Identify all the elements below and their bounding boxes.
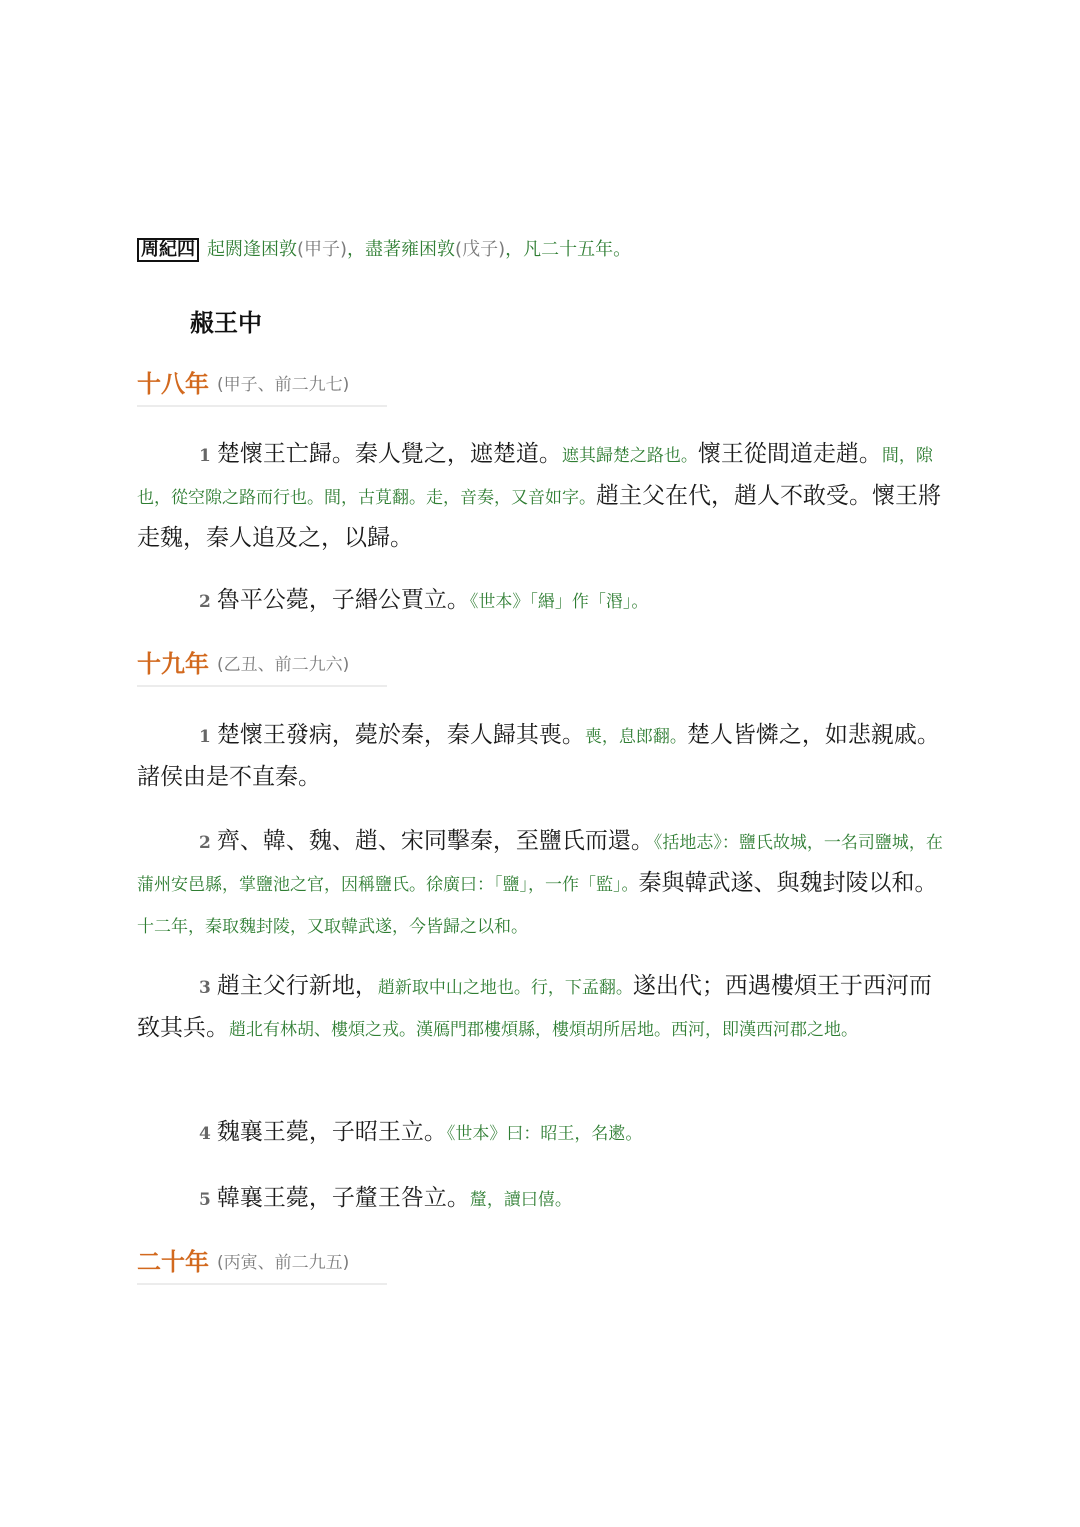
commentary: 遮其歸楚之路也。 [561,446,698,466]
commentary: 釐，讀曰僖。 [469,1190,572,1210]
chapter-ganzhi-2: (戊子) [455,239,506,260]
year-divider [137,1283,387,1285]
chapter-ganzhi-1: (甲子) [297,239,348,260]
paragraph-19-3 [137,966,947,1050]
main-text: 趙主父在代，趙人不敢受。懷王將走魏，秦人追及之，以歸。 [137,483,941,551]
main-text: 魯平公薨，子緡公賈立。 [216,587,470,613]
commentary: 《世本》「緡」作「湣」。 [469,592,649,612]
commentary: 間，隙也，從空隙之路而行也。間，古莧翻。走，音奏，又音如字。 [137,446,933,508]
paragraph-number: 2 [199,592,211,612]
year-ganzhi: (丙寅、前二九五) [217,1253,350,1273]
paragraph-19-2 [137,821,947,947]
year-title: 十八年 [137,370,209,398]
commentary: 趙北有林胡、樓煩之戎。漢鴈門郡樓煩縣，樓煩胡所居地。西河，即漢西河郡之地。 [229,1020,858,1040]
main-text: 趙主父行新地， [216,973,378,999]
paragraph-number: 1 [199,727,211,747]
year-title: 十九年 [137,650,209,678]
paragraph-19-4 [137,1112,947,1154]
chapter-header [137,237,631,263]
commentary: 十二年，秦取魏封陵，又取韓武遂，今皆歸之以和。 [137,917,528,937]
chapter-range-2: ，盡著雍困敦 [347,239,456,260]
paragraph-number: 2 [199,833,211,853]
year-ganzhi: (乙丑、前二九六) [217,655,350,675]
paragraph-19-1 [137,715,947,797]
paragraph-number: 5 [199,1190,211,1210]
main-text: 魏襄王薨，子昭王立。 [216,1119,447,1145]
main-text: 楚人皆憐之，如悲親戚。諸侯由是不直秦。 [137,722,940,790]
year-heading-18 [137,368,349,401]
reign-title: 赧王中 [190,309,262,337]
main-text: 秦與韓武遂、與魏封陵以和。 [638,870,938,896]
main-text: 齊、韓、魏、趙、宋同擊秦，至鹽氏而還。 [216,828,654,854]
main-text: 韓襄王薨，子釐王咎立。 [216,1185,470,1211]
year-divider [137,405,387,407]
year-title: 二十年 [137,1248,209,1276]
year-heading-20 [137,1246,349,1279]
main-text: 楚懷王發病，薨於秦，秦人歸其喪。 [216,722,585,748]
main-text: 懷王從間道走趙。 [697,441,882,467]
paragraph-19-5 [137,1178,947,1220]
year-divider [137,685,387,687]
chapter-range-1: 起閼逢困敦 [207,239,297,260]
chapter-range-3: ，凡二十五年。 [505,239,632,260]
paragraph-18-1 [137,434,947,558]
commentary: 趙新取中山之地也。行，下孟翻。 [377,978,633,998]
commentary: 喪，息郎翻。 [584,727,687,747]
paragraph-number: 4 [199,1124,211,1144]
paragraph-number: 1 [199,446,211,466]
paragraph-number: 3 [199,978,211,998]
year-ganzhi: (甲子、前二九七) [217,375,350,395]
commentary: 《括地志》：鹽氏故城，一名司鹽城，在蒲州安邑縣，掌鹽池之官，因稱鹽氏。徐廣曰：「鹽」，一作「監」。 [137,833,943,895]
paragraph-18-2 [137,580,947,622]
main-text: 遂出代；西遇樓煩王于西河而致其兵。 [137,973,932,1041]
chapter-badge: 周紀四 [137,238,199,262]
main-text: 楚懷王亡歸。秦人覺之，遮楚道。 [216,441,562,467]
year-heading-19 [137,648,349,681]
commentary: 《世本》曰：昭王，名遬。 [446,1124,643,1144]
